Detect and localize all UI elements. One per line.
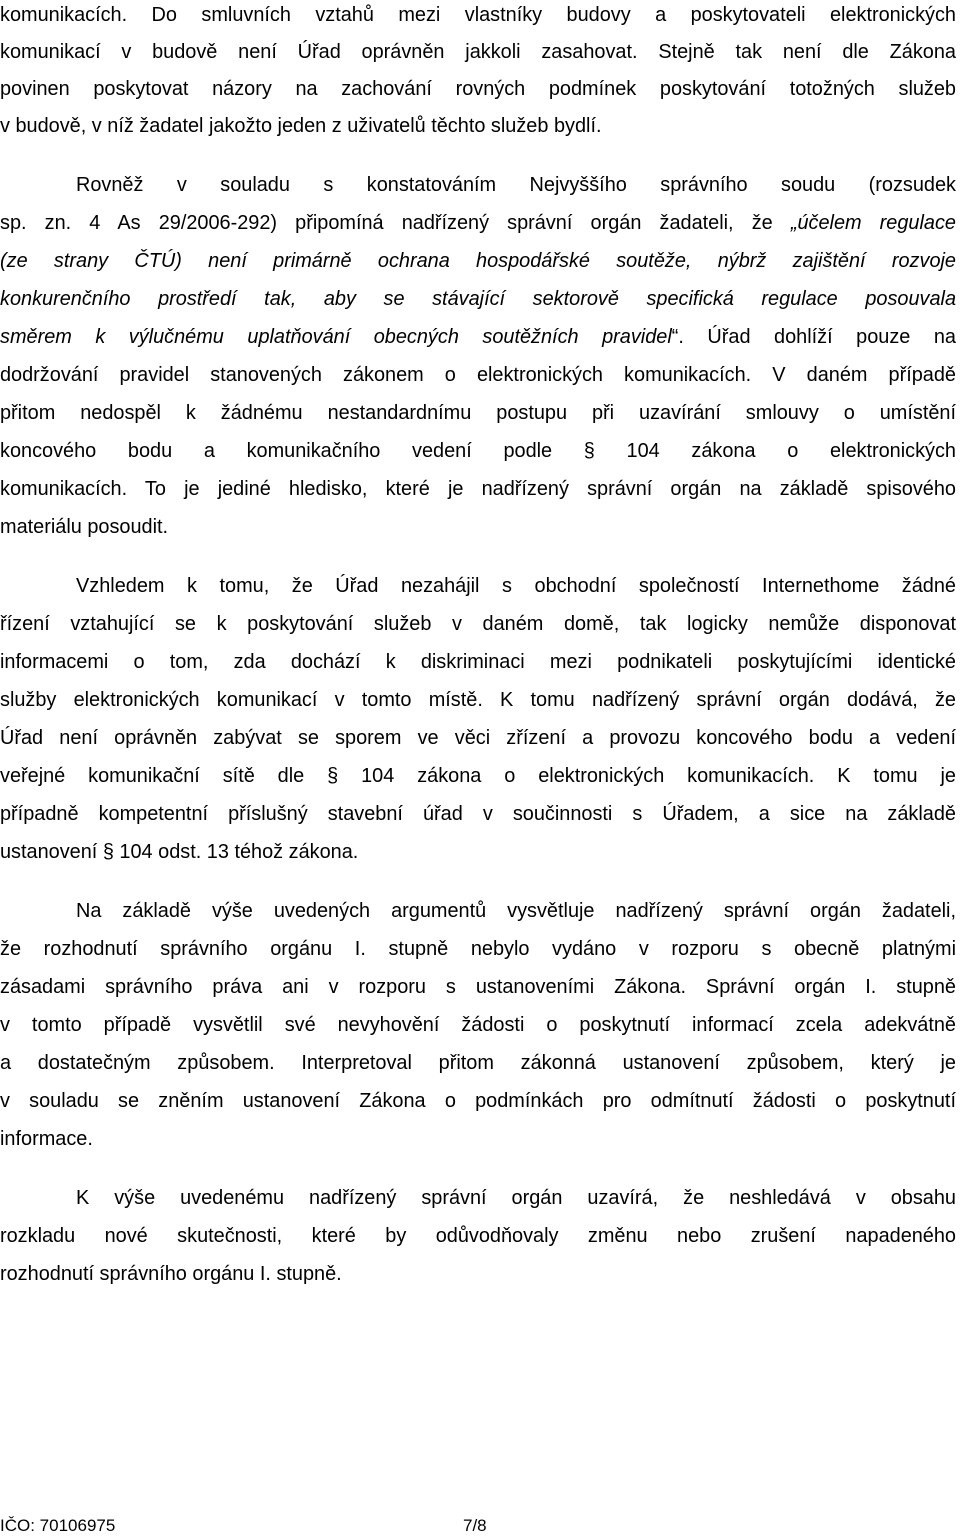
text-line: v souladu se zněním ustanovení Zákona o podmínkách pro odmítnutí žádosti o poskytnutí: [0, 1090, 956, 1112]
quoted-text: konkurenčního prostředí tak, aby se stávající sektorově specifická regulace posouvala: [0, 288, 956, 310]
text-line: [0, 246, 956, 276]
text-line: komunikací v budově není Úřad oprávněn jakkoli zasahovat. Stejně tak není dle Zákona: [0, 41, 956, 63]
text-line: zásadami správního práva ani v rozporu s ustanoveními Zákona. Správní orgán I. stupně: [0, 976, 956, 998]
text-line: [0, 284, 956, 314]
text-line: informacemi o tom, zda dochází k diskriminaci mezi podnikateli poskytujícími identické: [0, 651, 956, 673]
text-line: K výše uvedenému nadřízený správní orgán uzavírá, že neshledává v obsahu: [76, 1187, 956, 1209]
text-line: v tomto případě vysvětlil své nevyhovění žádosti o poskytnutí informací zcela adekvátně: [0, 1014, 956, 1036]
text-run: přitom nedospěl k žádnému nestandardnímu postupu při uzavírání smlouvy o umístění: [0, 402, 956, 424]
text-line: v budově, v níž žadatel jakožto jeden z uživatelů těchto služeb bydlí.: [0, 115, 602, 137]
text-line: informace.: [0, 1128, 93, 1150]
text-line: [0, 398, 956, 428]
company-id: IČO: 70106975: [0, 1516, 116, 1535]
text-line: služby elektronických komunikací v tomto místě. K tomu nadřízený správní orgán dodává, že: [0, 689, 956, 711]
text-line: řízení vztahující se k poskytování služeb v daném domě, tak logicky nemůže disponovat: [0, 613, 956, 635]
text-run: sp. zn. 4 As 29/2006-292) připomíná nadřízený správní orgán žadateli, že: [0, 212, 791, 234]
text-line: Úřad není oprávněn zabývat se sporem ve věci zřízení a provozu koncového bodu a vedení: [0, 727, 956, 749]
text-line: [0, 170, 956, 200]
text-line: [0, 208, 956, 238]
text-line: veřejné komunikační sítě dle § 104 zákona o elektronických komunikacích. K tomu je: [0, 765, 956, 787]
quoted-text: „účelem regulace: [790, 212, 956, 234]
text-run: “. Úřad dohlíží pouze na: [671, 326, 956, 348]
text-run: koncového bodu a komunikačního vedení podle § 104 zákona o elektronických: [0, 440, 956, 462]
text-run: dodržování pravidel stanovených zákonem o elektronických komunikacích. V daném případě: [0, 364, 956, 386]
text-line: komunikacích. Do smluvních vztahů mezi vlastníky budovy a poskytovateli elektronických: [0, 4, 956, 26]
text-line: [0, 436, 956, 466]
text-line: [0, 360, 956, 390]
text-line: rozkladu nové skutečnosti, které by odůvodňovaly změnu nebo zrušení napadeného: [0, 1225, 956, 1247]
text-line: Vzhledem k tomu, že Úřad nezahájil s obchodní společností Internethome žádné: [76, 575, 956, 597]
text-line: [0, 322, 956, 352]
text-line: [0, 474, 956, 504]
text-run: Rovněž v souladu s konstatováním Nejvyššího správního soudu (rozsudek: [76, 174, 956, 196]
text-line: [0, 512, 956, 542]
text-run: materiálu posoudit.: [0, 516, 169, 538]
page-number: 7/8: [463, 1516, 487, 1535]
text-line: a dostatečným způsobem. Interpretoval přitom zákonná ustanovení způsobem, který je: [0, 1052, 956, 1074]
text-line: ustanovení § 104 odst. 13 téhož zákona.: [0, 841, 359, 863]
text-line: případně kompetentní příslušný stavební úřad v součinnosti s Úřadem, a sice na základě: [0, 803, 956, 825]
text-line: Na základě výše uvedených argumentů vysvětluje nadřízený správní orgán žadateli,: [76, 900, 956, 922]
quoted-text: (ze strany ČTÚ) není primárně ochrana hospodářské soutěže, nýbrž zajištění rozvoje: [0, 250, 956, 272]
text-line: povinen poskytovat názory na zachování rovných podmínek poskytování totožných služeb: [0, 78, 956, 100]
quoted-text: směrem k výlučnému uplatňování obecných soutěžních pravidel: [0, 326, 672, 348]
page-footer: [0, 1514, 958, 1538]
text-run: komunikacích. To je jediné hledisko, které je nadřízený správní orgán na základě spisového: [0, 478, 956, 500]
text-line: rozhodnutí správního orgánu I. stupně.: [0, 1263, 342, 1285]
text-line: že rozhodnutí správního orgánu I. stupně nebylo vydáno v rozporu s obecně platnými: [0, 938, 956, 960]
